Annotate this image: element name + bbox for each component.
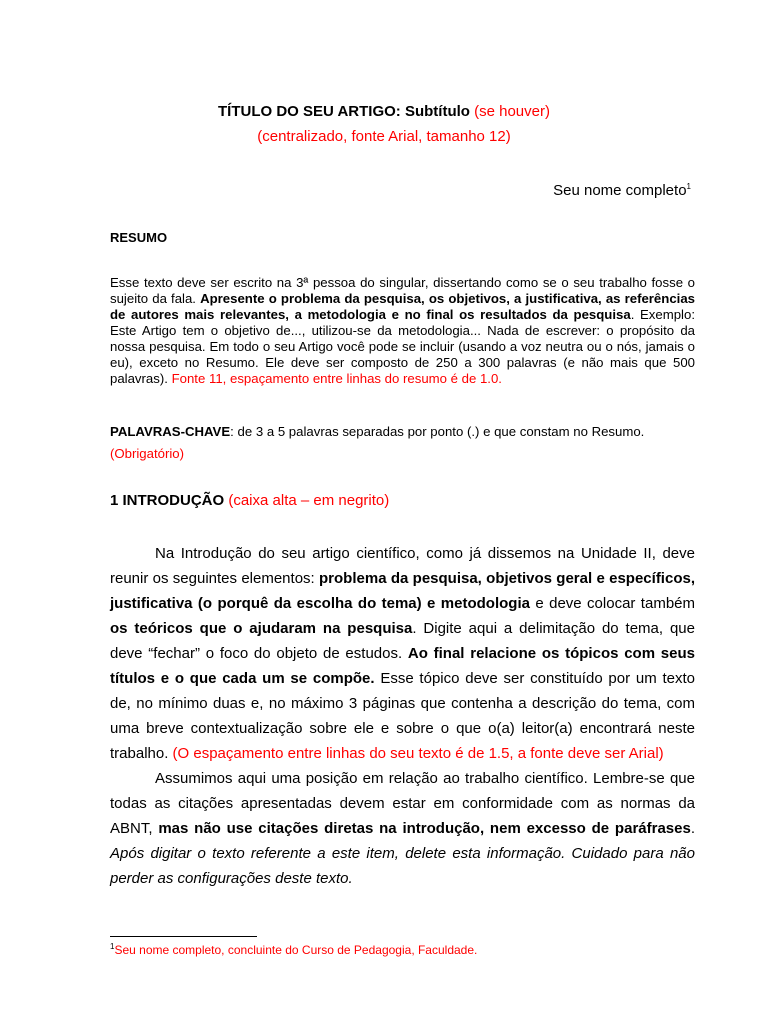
paragraph-format-note: (O espaçamento entre linhas do seu texto é de 1.5, a fonte deve ser Arial) bbox=[172, 745, 664, 762]
footnote-mark: 1 bbox=[110, 942, 115, 951]
footnote bbox=[110, 939, 477, 958]
paragraph-text: . bbox=[690, 820, 695, 837]
paragraph bbox=[110, 541, 695, 766]
introduction-body bbox=[110, 541, 695, 891]
paragraph-text: e deve colocar também bbox=[529, 595, 695, 612]
title-format-note: (centralizado, fonte Arial, tamanho 12) bbox=[257, 128, 511, 145]
paragraph-text: Na Introdução do seu artigo científico, como já dissemos na Unidade II, deve reunir os seguintes elementos: bbox=[110, 545, 695, 587]
abstract-heading: RESUMO bbox=[110, 230, 168, 245]
author-footnote-mark: 1 bbox=[686, 182, 691, 191]
title-text: TÍTULO DO SEU ARTIGO: Subtítulo bbox=[218, 103, 470, 120]
footnote-separator bbox=[110, 936, 257, 937]
paragraph bbox=[110, 766, 695, 891]
abstract-text-2: . Exemplo: Este Artigo tem o objetivo de..., utilizou-se da metodologia... Nada de escrever: o propósito da nossa pesquisa. Em todo o seu Artigo você pode se incluir (usando a voz neutra ou o nós, jamais o eu), exceto no Resumo. Ele deve ser composto de 250 a 300 palavras (e não mais que 500 palavras). bbox=[110, 307, 695, 386]
paragraph-italic: Após digitar o texto referente a este item, delete esta informação. Cuidado para não perder as configurações deste texto. bbox=[110, 845, 695, 887]
introduction-heading-note: (caixa alta – em negrito) bbox=[228, 492, 390, 509]
title-note: (se houver) bbox=[474, 103, 550, 120]
introduction-heading bbox=[110, 491, 389, 511]
footnote-text: Seu nome completo, concluinte do Curso de Pedagogia, Faculdade. bbox=[114, 943, 478, 957]
paragraph-bold: problema da pesquisa, objetivos geral e específicos, justificativa (o porquê da escolha do tema) e metodologia bbox=[110, 570, 695, 612]
author-name: Seu nome completo bbox=[553, 182, 687, 199]
keywords-label: PALAVRAS-CHAVE bbox=[110, 424, 231, 439]
abstract-format-note: Fonte 11, espaçamento entre linhas do resumo é de 1.0. bbox=[171, 371, 502, 386]
keywords-note: (Obrigatório) bbox=[110, 446, 185, 461]
author-line bbox=[553, 177, 691, 201]
paragraph-bold: mas não use citações diretas na introdução, nem excesso de paráfrases bbox=[158, 820, 691, 837]
keywords bbox=[110, 421, 695, 465]
paragraph-text: . Digite aqui a delimitação do tema, que deve “fechar” o foco do objeto de estudos. bbox=[110, 620, 695, 662]
article-title bbox=[0, 102, 768, 122]
paragraph-text: Assumimos aqui uma posição em relação ao trabalho científico. Lembre-se que todas as citações apresentadas devem estar em conformidade com as normas da ABNT, bbox=[110, 770, 695, 837]
paragraph-text: Esse tópico deve ser constituído por um texto de, no mínimo duas e, no máximo 3 páginas que contenha a descrição do tema, com uma breve contextualização sobre ele e sobre o que o(a) leitor(a) encontrará neste trabalho. bbox=[110, 670, 695, 762]
abstract-text-bold: Apresente o problema da pesquisa, os objetivos, a justificativa, as referências de autores mais relevantes, a metodologia e no final os resultados da pesquisa bbox=[110, 291, 695, 322]
paragraph-bold: Ao final relacione os tópicos com seus títulos e o que cada um se compõe. bbox=[110, 645, 695, 687]
paragraph-bold: os teóricos que o ajudaram na pesquisa bbox=[110, 620, 413, 637]
abstract-text bbox=[110, 275, 695, 387]
abstract-text-1: Esse texto deve ser escrito na 3ª pessoa do singular, dissertando como se o seu trabalho fosse o sujeito da fala. bbox=[110, 275, 695, 306]
introduction-heading-text: 1 INTRODUÇÃO bbox=[110, 492, 225, 509]
keywords-text: : de 3 a 5 palavras separadas por ponto (.) e que constam no Resumo. bbox=[230, 424, 645, 439]
